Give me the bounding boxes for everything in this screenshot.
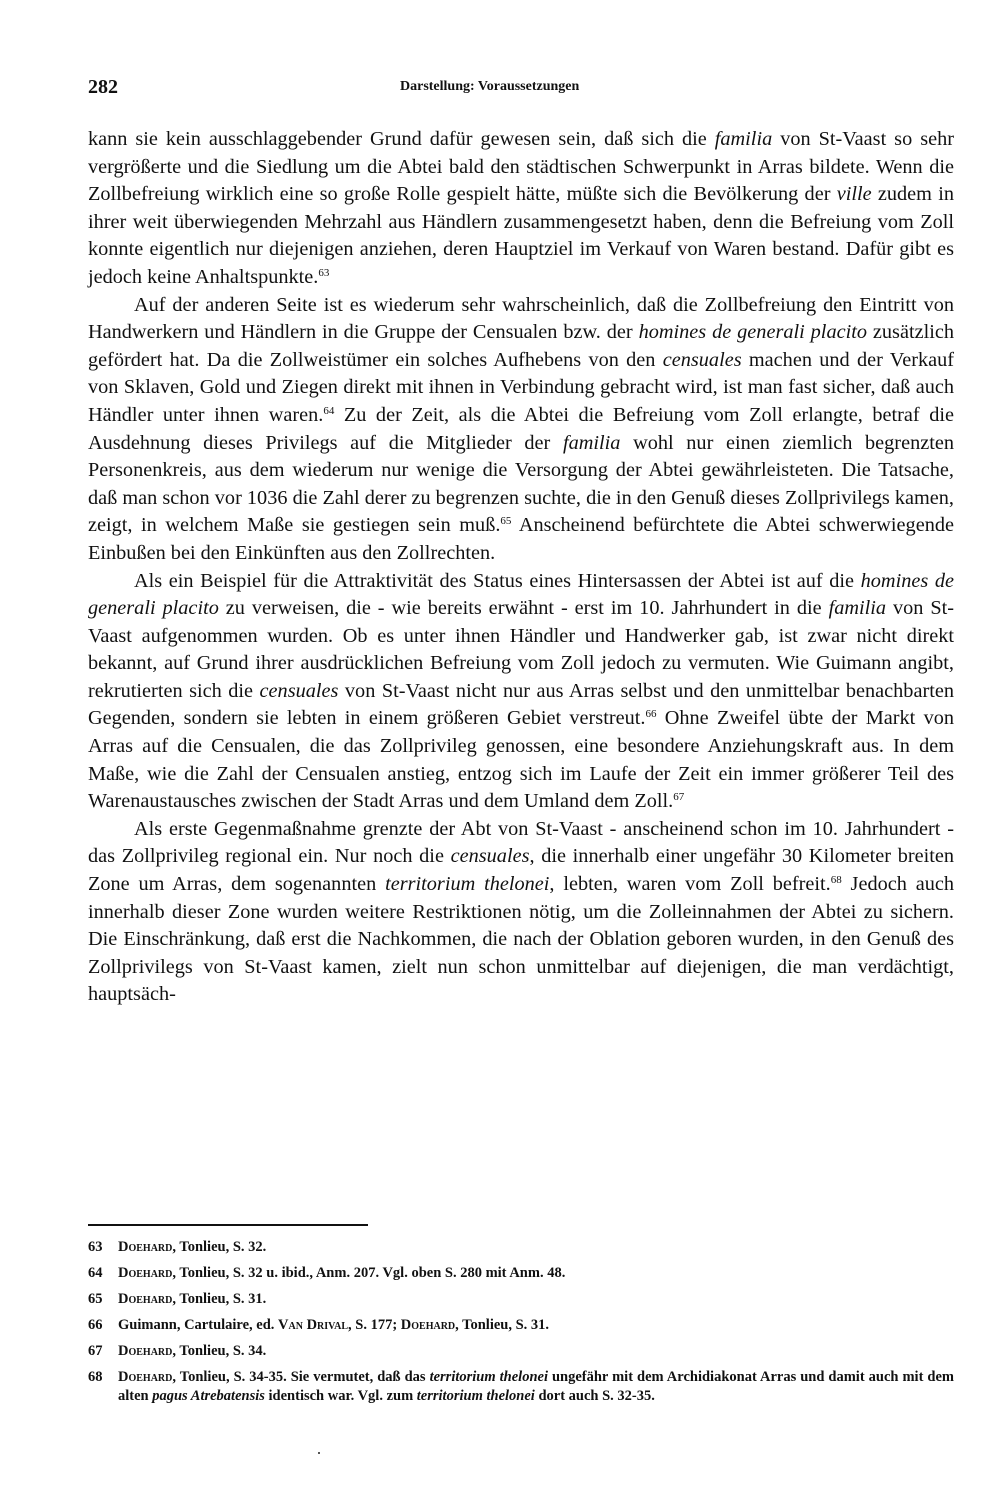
- text-run: identisch war. Vgl. zum: [264, 1388, 417, 1404]
- footnote: [88, 1264, 954, 1283]
- running-head: Darstellung: Voraussetzungen: [400, 79, 580, 94]
- paragraph: [88, 292, 954, 568]
- text-run: kann sie kein ausschlaggebender Grund dafür gewesen sein, daß sich die: [88, 128, 715, 150]
- text-run: Jedoch auch innerhalb dieser Zone wurden weitere Restriktionen nötig, um die Zolleinnahmen der Abtei zu sichern. Die Einschränkung, daß erst die Nachkommen, die nach der Oblation geboren wurden, in den Genuß des Zollprivilegs von St-Vaast kamen, zielt nun schon unmittelbar auf diejenigen, die man verdächtigt, hauptsäch-: [88, 873, 955, 1006]
- footnote-text: [118, 1342, 954, 1361]
- footnote: [88, 1238, 954, 1257]
- italic-term: censuales: [662, 348, 742, 371]
- author-name: Doehard: [118, 1343, 173, 1359]
- paragraph: [88, 126, 954, 292]
- footnote: [88, 1368, 954, 1406]
- italic-term: territorium thelonei: [416, 1388, 535, 1404]
- footnote-number: 68: [88, 1369, 103, 1385]
- footnote-text: [118, 1368, 954, 1406]
- text-run: , S. 177;: [348, 1317, 401, 1333]
- text-run: Als erste Gegenmaßnahme grenzte der Abt von St-Vaast - anscheinend schon im 10. Jahrhundert - das Zollprivileg regional ein. Nur noch die: [88, 817, 954, 868]
- text-run: von St-Vaast aufgenommen wurden. Ob es unter ihnen Händler und Handwerker gab, ist zwar nicht direkt bekannt, auf Grund ihrer ausdrücklichen Befreiung vom Zoll jedoch zu vermuten. Wie Guimann angibt, rekrutierten sich die: [88, 597, 954, 702]
- body-text: [88, 126, 954, 1009]
- footnote-reference: 66: [645, 708, 657, 721]
- paragraph: [88, 568, 954, 816]
- footnote-reference: 63: [318, 266, 330, 279]
- footnotes: [88, 1238, 954, 1413]
- italic-term: territorium thelonei: [429, 1369, 548, 1385]
- text-run: , Tonlieu, S. 32 u. ibid., Anm. 207. Vgl. oben S. 280 mit Anm. 48.: [172, 1265, 566, 1281]
- text-run: , Tonlieu, S. 31.: [172, 1291, 267, 1307]
- footnote-number: 66: [88, 1317, 103, 1333]
- author-name: Doehard: [400, 1317, 456, 1333]
- italic-term: territorium thelonei: [385, 873, 550, 896]
- text-run: zudem in ihrer weit überwiegenden Mehrzahl aus Händlern zusammengesetzt haben, denn die Befreiung vom Zoll konnte eigentlich nur diejenigen anziehen, deren Hauptziel im Verkauf von Waren bestand. Dafür gibt es jedoch keine Anhaltspunkte.: [88, 183, 954, 288]
- author-name: Doehard: [118, 1265, 173, 1281]
- page-header: [88, 76, 954, 102]
- text-run: Zu der Zeit, als die Abtei die Befreiung vom Zoll erlangte, betraf die Ausdehnung dieses Privilegs auf die Mitglieder der: [88, 403, 954, 454]
- footnote-text: [118, 1290, 954, 1309]
- text-run: zusätzlich gefördert hat. Da die Zollweistümer ein solches Aufhebens von den: [88, 321, 954, 371]
- text-run: Auf der anderen Seite ist es wiederum sehr wahrscheinlich, daß die Zollbefreiung den Eintritt von Handwerkern und Händlern in die Gruppe der Censualen bzw. der: [88, 293, 954, 344]
- footnote-number: 64: [88, 1265, 103, 1281]
- footnote-text: [118, 1316, 954, 1335]
- text-run: , Tonlieu, S. 34-35. Sie vermutet, daß das: [172, 1369, 430, 1385]
- footnote-text: [118, 1264, 954, 1283]
- footnote: [88, 1290, 954, 1309]
- author-name: Doehard: [118, 1369, 173, 1385]
- text-run: Guimann, Cartulaire, ed.: [118, 1317, 279, 1333]
- text-run: Anscheinend befürchtete die Abtei schwerwiegende Einbußen bei den Einkünften aus den Zollrechten.: [88, 514, 954, 564]
- author-name: Doehard: [118, 1239, 173, 1255]
- page-speck: [318, 1452, 320, 1454]
- footnote-rule: [88, 1224, 368, 1226]
- footnote-text: [118, 1238, 954, 1257]
- text-run: von St-Vaast nicht nur aus Arras selbst und den unmittelbar benachbarten Gegenden, sondern sie lebten in einem größeren Gebiet verstreut.: [88, 679, 954, 730]
- text-run: Als ein Beispiel für die Attraktivität des Status eines Hintersassen der Abtei ist auf die: [134, 569, 861, 592]
- text-run: dort auch S. 32-35.: [534, 1388, 655, 1404]
- italic-term: familia: [562, 431, 621, 454]
- text-run: machen und der Verkauf von Sklaven, Gold und Ziegen direkt mit ihnen in Verbindung gebracht wird, ist man fast sicher, daß auch Händler unter ihnen waren.: [88, 348, 954, 426]
- author-name: Doehard: [118, 1291, 173, 1307]
- text-run: zu verweisen, die - wie bereits erwähnt - erst im 10. Jahrhundert in die: [218, 597, 829, 620]
- author-name: Van Drival: [278, 1317, 348, 1333]
- footnote-number: 67: [88, 1343, 103, 1359]
- footnote-number: 63: [88, 1239, 103, 1255]
- text-run: wohl nur einen ziemlich begrenzten Personenkreis, aus dem wiederum nur wenige die Versorgung der Abtei gewährleisteten. Die Tatsache, daß man schon vor 1036 die Zahl derer zu begrenzen suchte, die in den Genuß dieses Zollprivilegs kamen, zeigt, in welchem Maße sie gestiegen sein muß.: [88, 431, 954, 537]
- italic-term: ville: [836, 183, 872, 206]
- text-run: , die innerhalb einer ungefähr 30 Kilometer breiten Zone um Arras, dem sogenannten: [88, 845, 954, 896]
- italic-term: homines de generali placito: [88, 569, 954, 620]
- footnote-reference: 65: [500, 515, 512, 528]
- text-run: ungefähr mit dem Archidiakonat Arras und damit auch mit dem alten: [118, 1369, 954, 1404]
- italic-term: censuales: [450, 845, 530, 868]
- italic-term: familia: [828, 597, 887, 620]
- italic-term: pagus Atrebatensis: [152, 1388, 265, 1404]
- text-run: , Tonlieu, S. 34.: [172, 1343, 267, 1359]
- footnote-reference: 67: [673, 791, 685, 804]
- page-number: 282: [88, 76, 118, 98]
- text-run: von St-Vaast so sehr vergrößerte und die Siedlung um die Abtei bald den städtischen Schwerpunkt in Arras bildete. Wenn die Zollbefreiung wirklich eine so große Rolle gespielt hätte, müßte sich die Bevölkerung der: [88, 128, 954, 206]
- text-run: Ohne Zweifel übte der Markt von Arras auf die Censualen, die das Zollprivileg genossen, eine besondere Anziehungskraft aus. In dem Maße, wie die Zahl der Censualen anstieg, entzog sich im Laufe der Zeit ein immer größerer Teil des Warenaustausches zwischen der Stadt Arras und dem Umland dem Zoll.: [88, 707, 954, 813]
- italic-term: homines de generali placito: [638, 321, 867, 344]
- italic-term: censuales: [259, 679, 339, 702]
- text-run: , lebten, waren vom Zoll befreit.: [549, 873, 831, 896]
- footnote: [88, 1342, 954, 1361]
- footnote: [88, 1316, 954, 1335]
- footnote-number: 65: [88, 1291, 103, 1307]
- footnote-reference: 68: [830, 874, 842, 887]
- italic-term: familia: [714, 128, 773, 150]
- text-run: , Tonlieu, S. 32.: [172, 1239, 267, 1255]
- footnote-reference: 64: [323, 404, 335, 417]
- text-run: , Tonlieu, S. 31.: [455, 1317, 550, 1333]
- paragraph: [88, 816, 954, 1009]
